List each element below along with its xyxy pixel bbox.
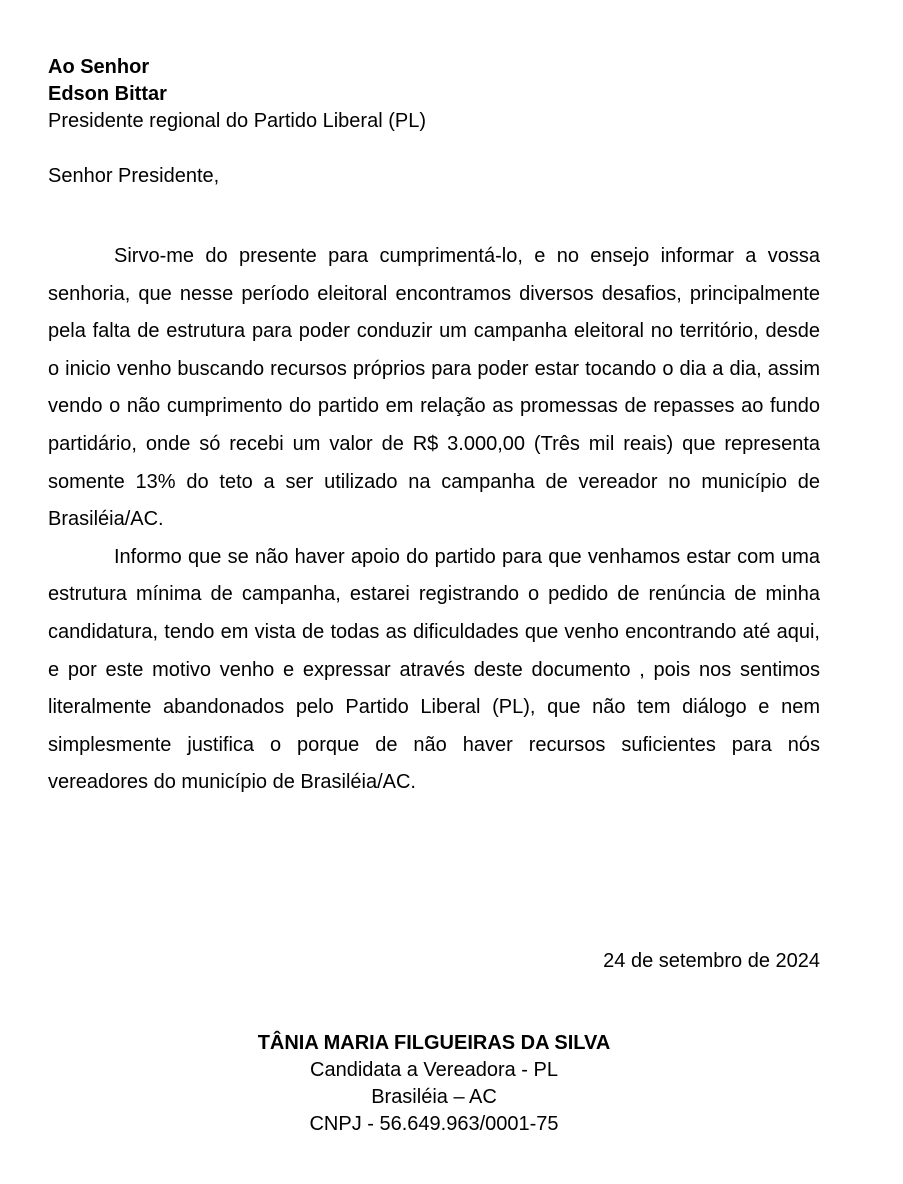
signer-role: Candidata a Vereadora - PL bbox=[310, 1059, 558, 1081]
letter-date: 24 de setembro de 2024 bbox=[603, 950, 820, 972]
addressee-title: Presidente regional do Partido Liberal (PL) bbox=[48, 110, 426, 132]
signer-cnpj: CNPJ - 56.649.963/0001-75 bbox=[309, 1113, 559, 1135]
addressee-greeting: Ao Senhor bbox=[48, 56, 150, 78]
signature-block bbox=[0, 1030, 868, 1138]
signer-name: TÂNIA MARIA FILGUEIRAS DA SILVA bbox=[257, 1032, 611, 1054]
addressee-name: Edson Bittar bbox=[48, 83, 167, 105]
letter-body bbox=[48, 238, 820, 802]
signer-location: Brasiléia – AC bbox=[371, 1086, 497, 1108]
letter-page bbox=[48, 54, 820, 802]
salutation: Senhor Presidente, bbox=[48, 165, 220, 187]
addressee-block bbox=[48, 54, 820, 135]
body-paragraph-1: Sirvo-me do presente para cumprimentá-lo, e no ensejo informar a vossa senhoria, que nesse período eleitoral encontramos diversos desafios, principalmente pela falta de estrutura para poder conduzir um campanha eleitoral no território, desde o inicio venho buscando recursos próprios para poder estar tocando o dia a dia, assim vendo o não cumprimento do partido em relação as promessas de repasses ao fundo partidário, onde só recebi um valor de R$ 3.000,00 (Três mil reais) que representa somente 13% do teto a ser utilizado na campanha de vereador no município de Brasiléia/AC. bbox=[48, 245, 820, 531]
body-paragraph-2: Informo que se não haver apoio do partido para que venhamos estar com uma estrutura mínima de campanha, estarei registrando o pedido de renúncia de minha candidatura, tendo em vista de todas as dificuldades que venho encontrando até aqui, e por este motivo venho e expressar através deste documento , pois nos sentimos literalmente abandonados pelo Partido Liberal (PL), que não tem diálogo e nem simplesmente justifica o porque de não haver recursos suficientes para nós vereadores do município de Brasiléia/AC. bbox=[48, 545, 820, 794]
